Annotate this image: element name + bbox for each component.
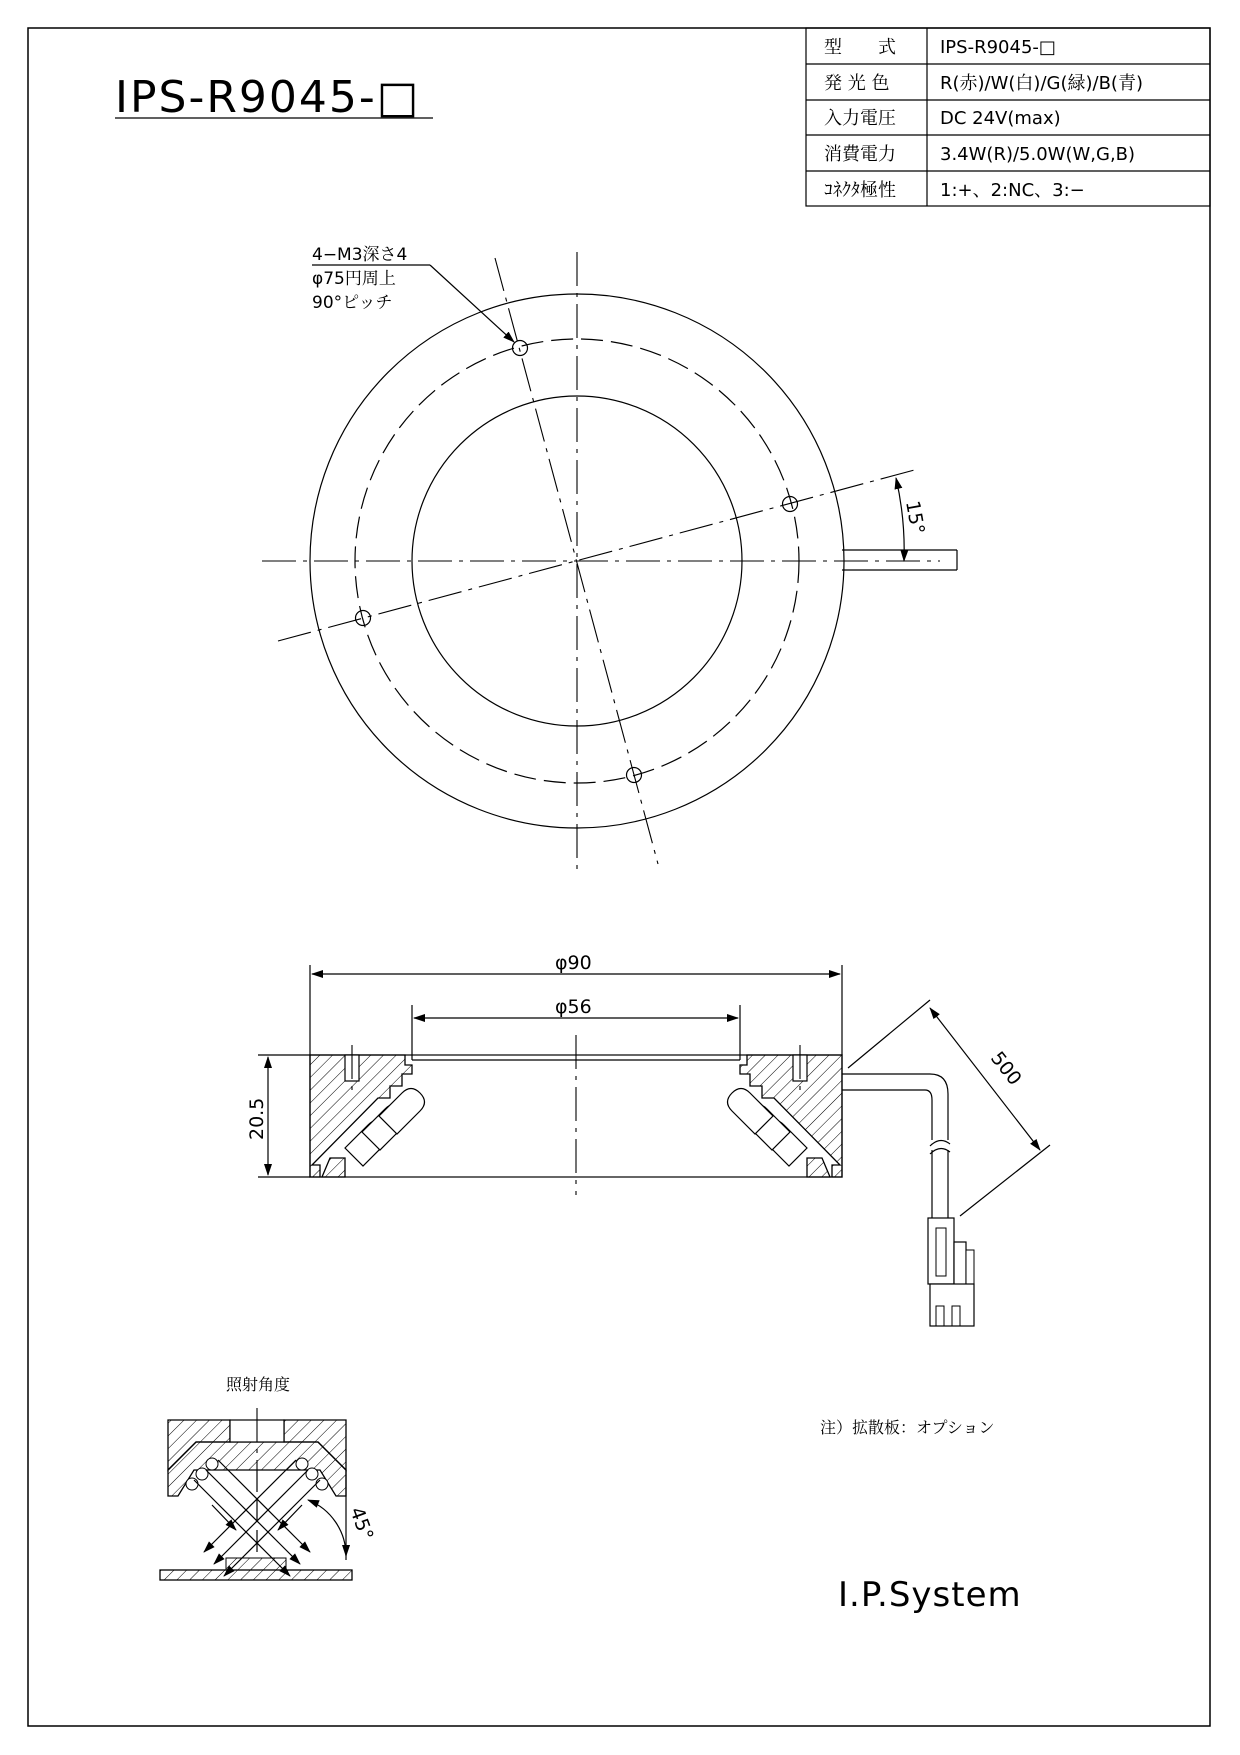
irradiation-title: 照射角度 xyxy=(226,1375,291,1394)
spec-value-polarity: 1:+、2:NC、3:− xyxy=(940,180,1085,201)
spec-label-power: 消費電力 xyxy=(824,144,896,165)
angle-dimension-arc xyxy=(896,478,904,561)
dim-line-cable xyxy=(930,1008,1040,1150)
spec-value-power: 3.4W(R)/5.0W(W,G,B) xyxy=(940,144,1136,165)
diffuser-note: 注）拡散板：オプション xyxy=(820,1418,995,1437)
spec-label-polarity: ｺﾈｸﾀ極性 xyxy=(824,180,896,201)
spec-label-voltage: 入力電圧 xyxy=(824,108,896,129)
spec-value-color: R(赤)/W(白)/G(緑)/B(青) xyxy=(940,73,1143,94)
hole-note-line3: 90°ピッチ xyxy=(312,293,393,313)
irradiation-angle-label: 45° xyxy=(345,1504,378,1544)
cable-length-label: 500 xyxy=(986,1047,1026,1090)
inner-diameter-label: φ56 xyxy=(555,996,592,1018)
spec-value-model: IPS-R9045-□ xyxy=(940,37,1056,58)
brand-name: I.P.System xyxy=(838,1575,1022,1615)
top-view xyxy=(262,245,957,875)
spec-table xyxy=(806,28,1210,206)
drawing-title: IPS-R9045-□ xyxy=(115,72,421,123)
spec-label-model: 型 式 xyxy=(824,37,896,58)
hole-note-line1: 4−M3深さ4 xyxy=(312,245,408,265)
target-sample xyxy=(226,1558,286,1570)
irradiation-angle-arc xyxy=(308,1500,346,1556)
spec-label-color: 発 光 色 xyxy=(824,73,890,94)
side-view xyxy=(246,952,1050,1326)
irradiation-view xyxy=(160,1375,377,1580)
connector xyxy=(928,1218,974,1326)
hole-axis-b xyxy=(278,469,918,641)
mounting-hole xyxy=(513,341,528,356)
angle-label: 15° xyxy=(901,499,929,537)
stage-base xyxy=(160,1570,352,1580)
hole-note-line2: φ75円周上 xyxy=(312,269,396,289)
outer-diameter-label: φ90 xyxy=(555,952,592,974)
height-label: 20.5 xyxy=(246,1097,268,1140)
spec-value-voltage: DC 24V(max) xyxy=(940,108,1061,129)
